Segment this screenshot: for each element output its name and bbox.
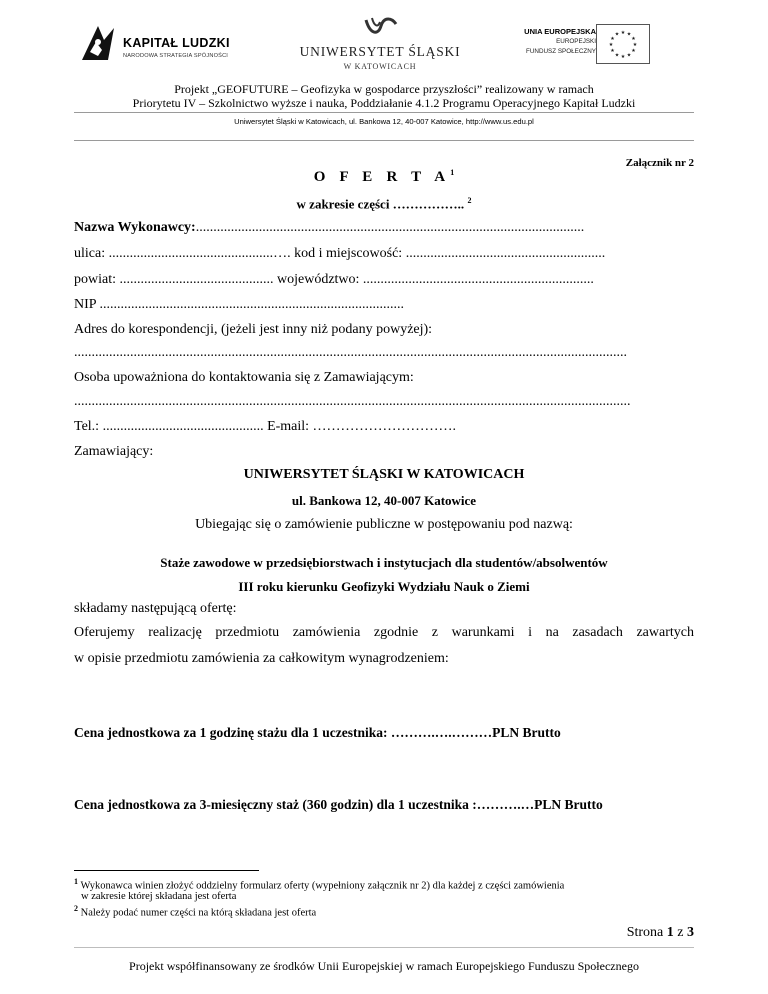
price-per-hour-field[interactable]: Cena jednostkowa za 1 godzinę stażu dla 1 uczestnika: ……….….………PLN Brutto [74,725,561,740]
contact-field[interactable]: ............................................................................................................................................................... [74,394,631,409]
university-address: Uniwersytet Śląski w Katowicach, ul. Bankowa 12, 40-007 Katowice, http://www.us.edu.pl [234,117,534,126]
page-number [627,925,694,941]
title-footnote-mark: 1 [450,168,455,177]
footer-text: Projekt współfinansowany ze środków Unii Europejskiej w ramach Europejskiego Funduszu Społecznego [129,959,639,973]
eu-logo-text [524,27,596,57]
kapital-ludzki-title: KAPITAŁ LUDZKI [123,36,230,50]
kapital-ludzki-logo [78,22,248,66]
university-name: UNIWERSYTET ŚLĄSKI [299,44,461,59]
eu-logo-line2: EUROPEJSKI [556,38,596,45]
document-title-text: O F E R T A [313,169,451,185]
footnote-1 [74,877,564,892]
contact-label: Osoba upoważniona do kontaktowania się z Zamawiającym: [74,370,414,385]
svg-text:★: ★ [620,54,626,60]
footnote-2-mark: 2 [74,904,78,913]
university-logo [290,16,470,74]
footnote-1-continued: w zakresie której składana jest oferta [81,891,237,902]
page-prefix: Strona [626,925,664,940]
kapital-ludzki-subtitle: NARODOWA STRATEGIA SPÓJNOŚCI [123,53,229,59]
orderer-label: Zamawiający: [74,444,154,459]
scope-text: w zakresie części …………….. [296,196,465,212]
header-divider-bottom [74,140,694,141]
eu-logo-line1: UNIA EUROPEJSKA [524,27,596,36]
svg-text:★: ★ [626,52,632,59]
orderer-address: ul. Bankowa 12, 40-007 Katowice [291,493,477,508]
footer-divider [74,947,694,948]
county-field[interactable]: powiat: ............................................ województwo: .................................................................. [74,272,594,287]
scope-footnote-mark: 2 [467,196,472,205]
footnote-2-text: Należy podać numer części na którą składana jest oferta [80,907,317,919]
kapital-ludzki-mark-icon [78,22,120,64]
header-divider [74,112,694,113]
project-line-1: Projekt „GEOFUTURE – Geofizyka w gospodarce przyszłości” realizowany w ramach [174,82,594,96]
contractor-dots: ............................................................................................................... [195,220,585,235]
footnote-1-text: Wykonawca winien złożyć oddzielny formularz oferty (wypełniony załącznik nr 2) dla każdej z części zamówienia [80,880,565,892]
eu-logo [498,24,650,66]
svg-text:★: ★ [631,48,636,54]
svg-text:★: ★ [610,48,615,54]
page-total: 3 [687,925,694,940]
scope-line [0,196,768,212]
procedure-name-line2: III roku kierunku Geofizyki Wydziału Nauk o Ziemi [238,579,530,594]
contractor-field[interactable] [74,220,584,236]
offer-text-line2: w opisie przedmiotu zamówienia za całkowitym wynagrodzeniem: [74,651,449,666]
procedure-intro: Ubiegając się o zamówienie publiczne w postępowaniu pod nazwą: [195,517,573,532]
svg-text:★: ★ [610,36,615,42]
project-line-2: Priorytetu IV – Szkolnictwo wyższe i nauka, Poddziałanie 4.1.2 Programu Operacyjnego Kapitał Ludzki [132,96,636,110]
university-city: W KATOWICACH [343,62,417,71]
correspondence-label: Adres do korespondencji, (jeżeli jest inny niż podany powyżej): [74,322,433,337]
correspondence-field[interactable]: .............................................................................................................................................................. [74,345,627,360]
page-current: 1 [666,925,674,940]
university-mark-icon [364,16,398,38]
nip-field[interactable]: NIP ....................................................................................... [74,297,405,312]
svg-text:★: ★ [632,42,638,48]
footnote-1-mark: 1 [74,877,78,886]
orderer-name: UNIWERSYTET ŚLĄSKI W KATOWICACH [243,467,525,482]
price-per-internship-field[interactable]: Cena jednostkowa za 3-miesięczny staż (360 godzin) dla 1 uczestnika :……….…PLN Brutto [74,797,603,812]
svg-text:★: ★ [631,36,636,42]
svg-text:★: ★ [620,30,626,36]
svg-text:★: ★ [608,42,614,48]
footnote-divider [74,870,259,871]
eu-flag-icon [596,24,650,64]
document-title [0,168,768,186]
page-separator: z [677,925,684,940]
svg-text:★: ★ [626,31,632,38]
offer-text-line1: Oferujemy realizację przedmiotu zamówienia zgodnie z warunkami i na zasadach zawartych [74,625,694,640]
street-field[interactable]: ulica: ...............................................…. kod i miejscowość: ......................................................... [74,246,606,261]
contractor-label: Nazwa Wykonawcy: [74,220,196,235]
footnote-2 [74,904,316,919]
tel-email-field[interactable]: Tel.: .............................................. E-mail: …………………………. [74,419,457,434]
offer-intro: składamy następującą ofertę: [74,601,237,616]
procedure-name-line1: Staże zawodowe w przedsiębiorstwach i instytucjach dla studentów/absolwentów [160,555,608,570]
annex-label: Załącznik nr 2 [625,157,694,169]
eu-logo-line3: FUNDUSZ SPOŁECZNY [526,48,596,55]
svg-text:★: ★ [614,52,620,59]
svg-text:★: ★ [614,31,620,38]
